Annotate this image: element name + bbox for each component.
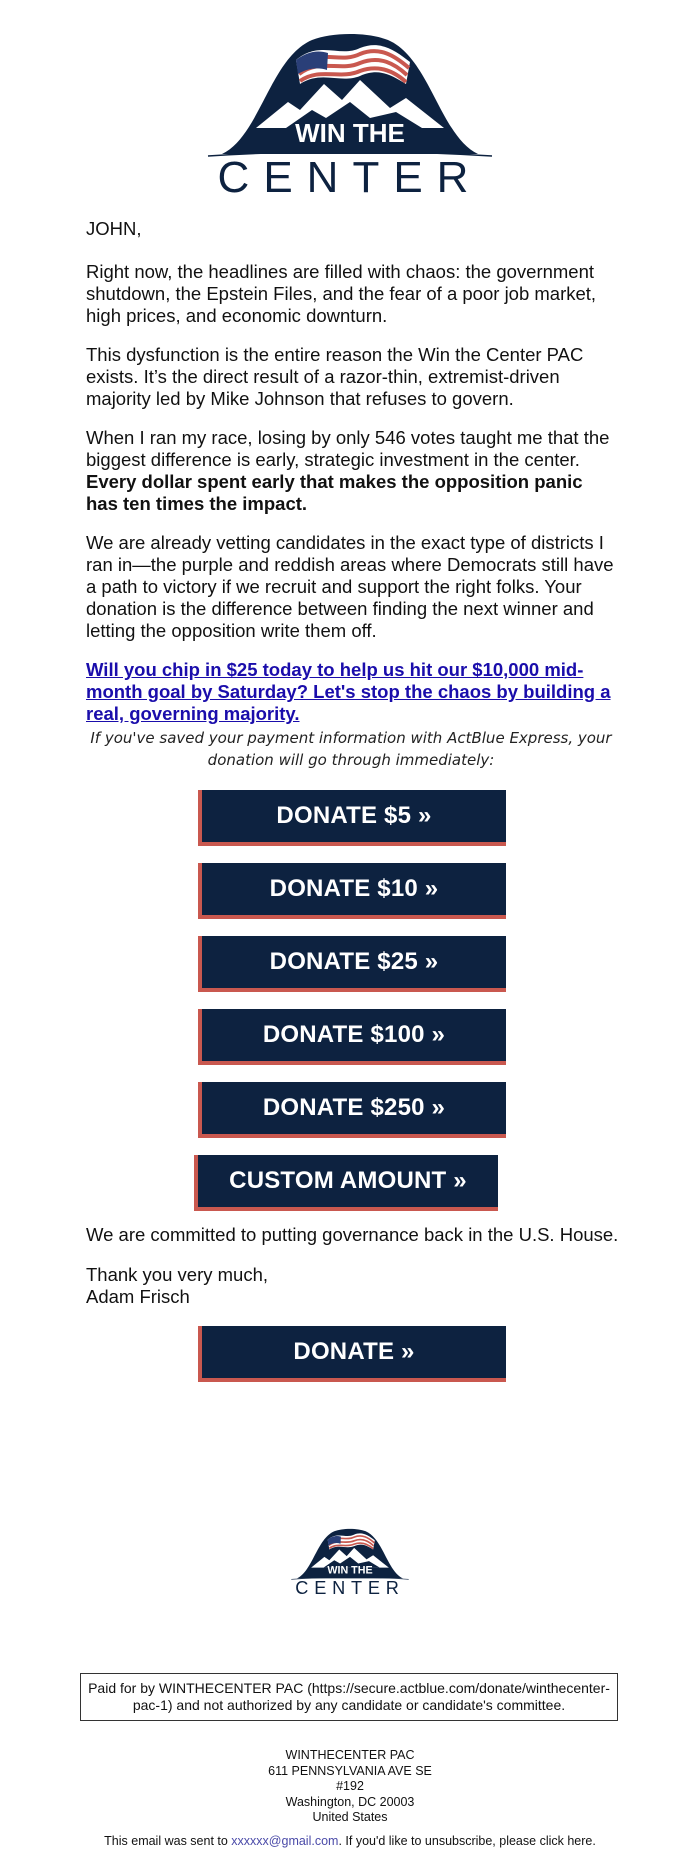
donate-final-button[interactable]: DONATE » [198,1326,506,1382]
logo-line2: CENTER [217,153,483,196]
address-line: 611 PENNSYLVANIA AVE SE [268,1763,432,1778]
win-the-center-logo-small [288,1517,412,1601]
address-line: United States [312,1810,388,1824]
logo-small-line1: WIN THE [327,1564,373,1577]
paragraph-3-bold: Every dollar spent early that makes the opposition panic has ten times the impact. [86,471,583,514]
unsubscribe-text[interactable]: . If you'd like to unsubscribe, please click here. [338,1834,596,1848]
paragraph-2: This dysfunction is the entire reason the Win the Center PAC exists. It’s the direct result of a razor-thin, extremist-driven majority led by Mike Johnson that refuses to govern. [86,344,584,409]
logo-line1: WIN THE [295,118,405,148]
address-line: Washington, DC 20003 [285,1794,415,1809]
recipient-email-link[interactable]: xxxxxx@gmail.com [231,1834,339,1848]
donate-25-button[interactable]: DONATE $25 » [198,936,506,992]
mailing-address [150,1748,550,1826]
chip-in-link[interactable]: Will you chip in $25 today to help us hit our $10,000 mid-month goal by Saturday? Let's stop the chaos by building a real, governing majority. [86,659,611,724]
paragraph-1: Right now, the headlines are filled with chaos: the government shutdown, the Epstein Files, and the fear of a poor job market, high prices, and economic downturn. [86,261,597,326]
donate-250-button[interactable]: DONATE $250 » [198,1082,506,1138]
paid-for-disclaimer: Paid for by WINTHECENTER PAC (https://secure.actblue.com/donate/winthecenter-pac-1) and not authorized by any candidate or candidate's committee. [80,1673,618,1721]
paragraph-3-text: When I ran my race, losing by only 546 votes taught me that the biggest difference is early, strategic investment in the center. [86,427,610,470]
donate-5-button[interactable]: DONATE $5 » [198,790,506,846]
unsubscribe-note [40,1834,660,1849]
address-line: WINTHECENTER PAC [285,1748,415,1762]
paragraph-3 [86,427,616,515]
sent-to-prefix: This email was sent to [104,1834,232,1848]
letter-body [86,218,616,745]
custom-amount-button[interactable]: CUSTOM AMOUNT » [194,1155,498,1211]
paragraph-4: We are already vetting candidates in the exact type of districts I ran in—the purple and reddish areas where Democrats still have a path to victory if we recruit and support the right folks. Your donation is the difference between finding the next winner and letting the opposition write them off. [86,532,614,641]
win-the-center-logo [200,18,500,196]
signature-text: Adam Frisch [86,1286,190,1307]
donate-100-button[interactable]: DONATE $100 » [198,1009,506,1065]
donate-10-button[interactable]: DONATE $10 » [198,863,506,919]
commitment-text: We are committed to putting governance back in the U.S. House. [86,1224,619,1245]
logo-small-line2: CENTER [295,1578,405,1599]
signoff-text: Thank you very much, [86,1264,268,1285]
greeting: JOHN, [86,218,142,239]
express-note: If you've saved your payment information with ActBlue Express, your donation will go through immediately: [90,729,612,769]
address-line: #192 [336,1779,364,1793]
